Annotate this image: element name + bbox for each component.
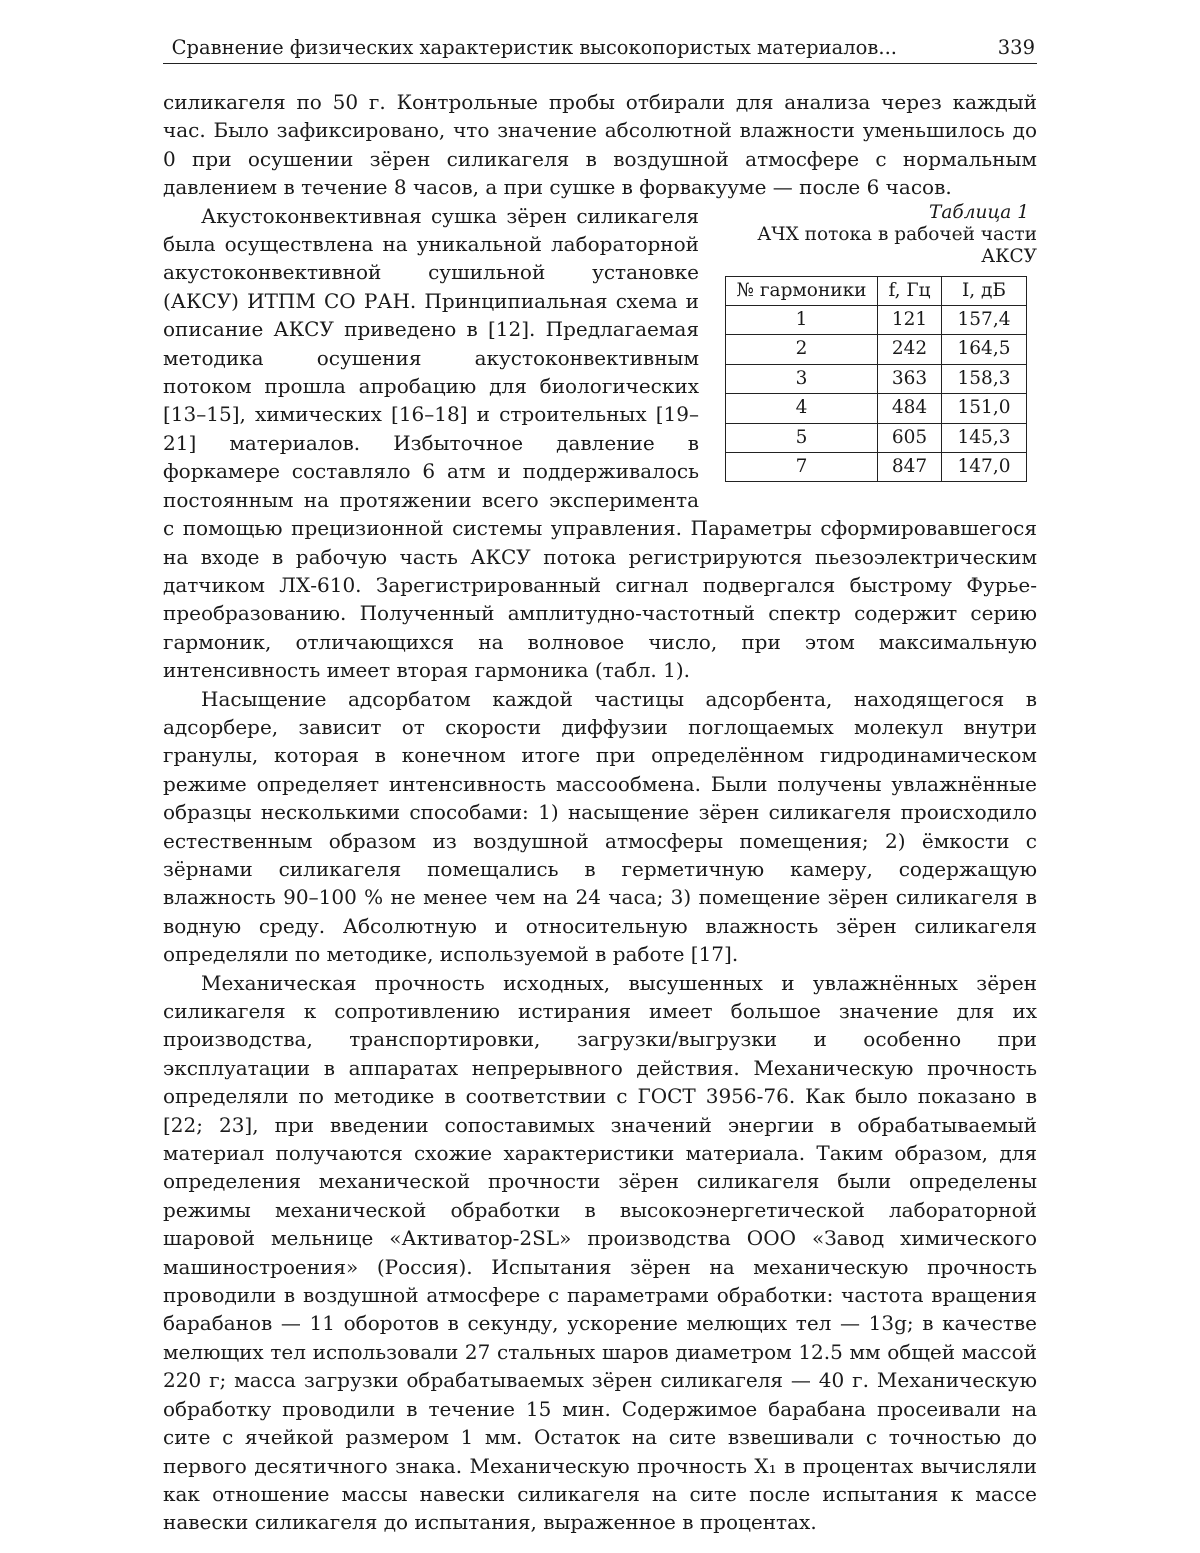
- paragraph-3: Насыщение адсорбатом каждой частицы адсорбента, находящегося в адсорбере, зависит от скорости диффузии поглощаемых молекул внутри гранулы, которая в конечном итоге при определённом гидродинамическом режиме определяет интенсивность массообмена. Были получены увлажнённые образцы несколькими способами: 1) насыщение зёрен силикагеля происходило естественным образом из воздушной атмосферы помещения; 2) ёмкости с зёрнами силикагеля помещались в герметичную камеру, содержащую влажность 90–100 % не менее чем на 24 часа; 3) помещение зёрен силикагеля в водную среду. Абсолютную и относительную влажность зёрен силикагеля определяли по методике, используемой в работе [17].: [163, 686, 1037, 967]
- header-frequency: f, Гц: [878, 276, 942, 305]
- cell-intensity: 151,0: [942, 394, 1027, 423]
- header-intensity: I, дБ: [942, 276, 1027, 305]
- paragraph-4: Механическая прочность исходных, высушенных и увлажнённых зёрен силикагеля к сопротивлению истирания имеет большое значение для их производства, транспортировки, загрузки/выгрузки и особенно при эксплуатации в аппаратах непрерывного действия. Механическую прочность определяли по методике в соответствии с ГОСТ 3956-76. Как было показано в [22; 23], при введении сопоставимых значений энергии в обрабатываемый материал получаются схожие характеристики материала. Таким образом, для определения механической прочности зёрен силикагеля были определены режимы механической обработки в высокоэнергетической лабораторной шаровой мельнице «Активатор-2SL» производства ООО «Завод химического машиностроения» (Россия). Испытания зёрен на механическую прочность проводили в воздушной атмосфере с параметрами обработки: частота вращения барабанов — 11 оборотов в секунду, ускорение мелющих тел — 13g; в качестве мелющих тел использовали 27 стальных шаров диаметром 12.5 мм общей массой 220 г; масса загрузки обрабатываемых зёрен силикагеля — 40 г. Механическую обработку проводили в течение 15 мин. Содержимое барабана просеивали на сите с ячейкой размером 1 мм. Остаток на сите взвешивали с точностью до первого десятичного знака. Механическую прочность X₁ в процентах вычисляли как отношение массы навески силикагеля на сите после испытания к массе навески силикагеля до испытания, выраженное в процентах.: [163, 970, 1037, 1535]
- table-label: Таблица 1: [929, 201, 1029, 223]
- cell-frequency: 847: [878, 453, 942, 482]
- table-1-block: [717, 202, 1037, 483]
- table-row: [726, 394, 1027, 423]
- table-row: [726, 306, 1027, 335]
- table-row: [726, 335, 1027, 364]
- body-text: [163, 88, 1037, 1537]
- cell-harmonic: 5: [726, 423, 878, 452]
- cell-intensity: 164,5: [942, 335, 1027, 364]
- cell-harmonic: 3: [726, 364, 878, 393]
- cell-frequency: 121: [878, 306, 942, 335]
- cell-intensity: 158,3: [942, 364, 1027, 393]
- cell-frequency: 605: [878, 423, 942, 452]
- table-row: [726, 364, 1027, 393]
- table-row: [726, 453, 1027, 482]
- cell-harmonic: 1: [726, 306, 878, 335]
- table-header-row: [726, 276, 1027, 305]
- cell-harmonic: 2: [726, 335, 878, 364]
- table-row: [726, 423, 1027, 452]
- cell-frequency: 242: [878, 335, 942, 364]
- cell-intensity: 145,3: [942, 423, 1027, 452]
- page-number: 339: [997, 36, 1035, 59]
- cell-frequency: 484: [878, 394, 942, 423]
- paragraph-2: Акустоконвективная сушка зёрен силикагеля была осуществлена на уникальной лабораторной акустоконвективной сушильной установке (АКСУ) ИТПМ СО РАН. Принципиальная схема и описание АКСУ приведено в [12]. Предлагаемая методика осушения акустоконвективным потоком прошла апробацию для биологических [13–15], химических [16–18] и строительных [19–21] материалов. Избыточное давление в форкамере составляло 6 атм и поддерживалось постоянным на протяжении всего эксперимента с помощью прецизионной системы управления. Параметры сформировавшегося на входе в рабочую часть АКСУ потока регистрируются пьезоэлектрическим датчиком ЛХ-610. Зарегистрированный сигнал подвергался быстрому Фурье-преобразованию. Полученный амплитудно-частотный спектр содержит серию гармоник, отличающихся на волновое число, при этом максимальную интенсивность имеет вторая гармоника (табл. 1).: [163, 203, 1037, 683]
- header-harmonic-number: № гармоники: [726, 276, 878, 305]
- running-title: Сравнение физических характеристик высокопористых материалов...: [171, 36, 897, 59]
- running-header: [163, 30, 1037, 64]
- table-caption: АЧХ потока в рабочей части АКСУ: [757, 223, 1037, 267]
- cell-harmonic: 4: [726, 394, 878, 423]
- cell-intensity: 157,4: [942, 306, 1027, 335]
- cell-frequency: 363: [878, 364, 942, 393]
- paragraph-1: силикагеля по 50 г. Контрольные пробы отбирали для анализа через каждый час. Было зафиксировано, что значение абсолютной влажности уменьшилось до 0 при осушении зёрен силикагеля в воздушной атмосфере с нормальным давлением в течение 8 часов, а при сушке в форвакууме — после 6 часов.: [163, 90, 1037, 200]
- cell-intensity: 147,0: [942, 453, 1027, 482]
- harmonics-table: [725, 276, 1027, 483]
- cell-harmonic: 7: [726, 453, 878, 482]
